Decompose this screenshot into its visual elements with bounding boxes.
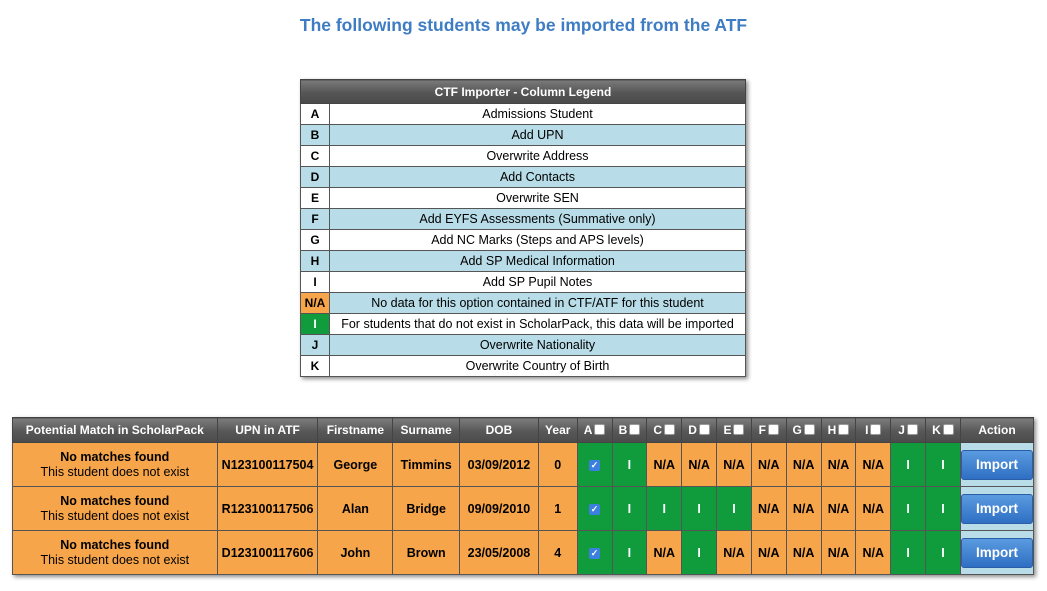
option-f-cell: N/A (751, 487, 786, 531)
col-header-f-label: F (758, 423, 766, 437)
select-all-d-checkbox[interactable] (699, 424, 710, 435)
col-header-e-label: E (723, 423, 732, 437)
col-header-j-label: J (898, 423, 905, 437)
upn-cell: D123100117606 (217, 531, 318, 575)
legend-code: C (301, 146, 330, 167)
col-header-upn: UPN in ATF (217, 418, 318, 443)
option-f-cell: N/A (751, 443, 786, 487)
option-i-cell: N/A (856, 531, 891, 575)
legend-code: K (301, 356, 330, 377)
table-row (13, 531, 1034, 575)
match-subtitle: This student does not exist (40, 508, 190, 523)
col-header-k (926, 418, 961, 443)
option-j-cell: I (891, 531, 926, 575)
action-cell (961, 487, 1034, 531)
option-h-cell: N/A (821, 487, 856, 531)
legend-row (301, 104, 746, 125)
legend-code: I (301, 272, 330, 293)
col-header-a (577, 418, 612, 443)
option-c-cell: I (647, 487, 682, 531)
column-legend-table (300, 79, 746, 377)
option-b-cell: I (612, 531, 647, 575)
year-cell: 0 (538, 443, 577, 487)
select-all-e-checkbox[interactable] (733, 424, 744, 435)
checkbox-checked-icon[interactable]: ✓ (590, 547, 599, 558)
year-cell: 4 (538, 531, 577, 575)
legend-code: G (301, 230, 330, 251)
option-k-cell: I (926, 531, 961, 575)
legend-row (301, 230, 746, 251)
option-e-cell: I (717, 487, 752, 531)
option-g-cell: N/A (786, 487, 821, 531)
match-cell (13, 443, 218, 487)
option-a-cell (577, 531, 612, 575)
col-header-e (717, 418, 752, 443)
firstname-cell: George (318, 443, 393, 487)
col-header-dob: DOB (460, 418, 539, 443)
col-header-match: Potential Match in ScholarPack (13, 418, 218, 443)
option-k-cell: I (926, 487, 961, 531)
legend-row (301, 335, 746, 356)
year-cell: 1 (538, 487, 577, 531)
match-title: No matches found (60, 493, 170, 508)
import-button[interactable]: Import (961, 538, 1033, 568)
legend-code: F (301, 209, 330, 230)
col-header-f (751, 418, 786, 443)
col-header-b (612, 418, 647, 443)
legend-row (301, 314, 746, 335)
firstname-cell: John (318, 531, 393, 575)
select-all-k-checkbox[interactable] (943, 424, 954, 435)
table-row (13, 443, 1034, 487)
legend-code: H (301, 251, 330, 272)
legend-label: Overwrite Nationality (330, 335, 746, 356)
match-title: No matches found (60, 537, 170, 552)
option-c-cell: N/A (647, 443, 682, 487)
select-all-a-checkbox[interactable] (594, 424, 605, 435)
col-header-h-label: H (827, 423, 837, 437)
col-header-i (856, 418, 891, 443)
option-b-cell: I (612, 487, 647, 531)
legend-row (301, 146, 746, 167)
action-cell (961, 531, 1034, 575)
surname-cell: Brown (393, 531, 460, 575)
legend-label: Overwrite Address (330, 146, 746, 167)
legend-row (301, 167, 746, 188)
upn-cell: N123100117504 (217, 443, 318, 487)
select-all-i-checkbox[interactable] (870, 424, 881, 435)
legend-label: Overwrite Country of Birth (330, 356, 746, 377)
option-j-cell: I (891, 487, 926, 531)
legend-row (301, 188, 746, 209)
action-cell (961, 443, 1034, 487)
option-j-cell: I (891, 443, 926, 487)
option-d-cell: I (682, 487, 717, 531)
surname-cell: Bridge (393, 487, 460, 531)
checkbox-checked-icon[interactable]: ✓ (590, 503, 599, 514)
legend-label: Admissions Student (330, 104, 746, 125)
option-h-cell: N/A (821, 443, 856, 487)
option-a-cell (577, 487, 612, 531)
select-all-b-checkbox[interactable] (629, 424, 640, 435)
legend-row (301, 209, 746, 230)
table-row (13, 487, 1034, 531)
option-a-cell (577, 443, 612, 487)
option-h-cell: N/A (821, 531, 856, 575)
table-header-row (13, 418, 1034, 443)
dob-cell: 03/09/2012 (460, 443, 539, 487)
option-e-cell: N/A (717, 443, 752, 487)
firstname-cell: Alan (318, 487, 393, 531)
match-subtitle: This student does not exist (40, 552, 190, 567)
legend-label: No data for this option contained in CTF/ATF for this student (330, 293, 746, 314)
col-header-j (891, 418, 926, 443)
option-k-cell: I (926, 443, 961, 487)
legend-label: Add Contacts (330, 167, 746, 188)
match-title: No matches found (60, 449, 170, 464)
dob-cell: 09/09/2010 (460, 487, 539, 531)
col-header-k-label: K (932, 423, 941, 437)
legend-code: E (301, 188, 330, 209)
legend-row (301, 272, 746, 293)
legend-label: Add UPN (330, 125, 746, 146)
option-b-cell: I (612, 443, 647, 487)
legend-code-import: I (301, 314, 330, 335)
select-all-g-checkbox[interactable] (804, 424, 815, 435)
col-header-i-label: I (865, 423, 869, 437)
option-c-cell: N/A (647, 531, 682, 575)
option-e-cell: N/A (717, 531, 752, 575)
option-g-cell: N/A (786, 531, 821, 575)
legend-label: Add NC Marks (Steps and APS levels) (330, 230, 746, 251)
col-header-b-label: B (618, 423, 628, 437)
upn-cell: R123100117506 (217, 487, 318, 531)
legend-row (301, 356, 746, 377)
import-button[interactable]: Import (961, 494, 1033, 524)
legend-header: CTF Importer - Column Legend (301, 80, 746, 104)
option-i-cell: N/A (856, 487, 891, 531)
select-all-f-checkbox[interactable] (768, 424, 779, 435)
checkbox-checked-icon[interactable]: ✓ (590, 459, 599, 470)
option-d-cell: N/A (682, 443, 717, 487)
select-all-c-checkbox[interactable] (664, 424, 675, 435)
legend-label: Overwrite SEN (330, 188, 746, 209)
option-i-cell: N/A (856, 443, 891, 487)
legend-code: B (301, 125, 330, 146)
select-all-h-checkbox[interactable] (838, 424, 849, 435)
legend-label: Add SP Pupil Notes (330, 272, 746, 293)
col-header-h (821, 418, 856, 443)
col-header-d-label: D (688, 423, 697, 437)
option-g-cell: N/A (786, 443, 821, 487)
legend-row (301, 125, 746, 146)
page-title: The following students may be imported from the ATF (299, 15, 748, 35)
legend-label: Add SP Medical Information (330, 251, 746, 272)
col-header-a-label: A (583, 423, 593, 437)
legend-code: A (301, 104, 330, 125)
legend-row (301, 293, 746, 314)
legend-label: For students that do not exist in ScholarPack, this data will be imported (330, 314, 746, 335)
col-header-action: Action (961, 418, 1034, 443)
col-header-firstname: Firstname (318, 418, 393, 443)
legend-row (301, 251, 746, 272)
col-header-g (786, 418, 821, 443)
dob-cell: 23/05/2008 (460, 531, 539, 575)
match-cell (13, 487, 218, 531)
select-all-j-checkbox[interactable] (907, 424, 918, 435)
option-f-cell: N/A (751, 531, 786, 575)
col-header-g-label: G (792, 423, 802, 437)
match-subtitle: This student does not exist (40, 464, 190, 479)
surname-cell: Timmins (393, 443, 460, 487)
col-header-surname: Surname (393, 418, 460, 443)
legend-code-na: N/A (301, 293, 330, 314)
col-header-year: Year (538, 418, 577, 443)
col-header-d (682, 418, 717, 443)
col-header-c-label: C (653, 423, 663, 437)
students-import-table (12, 417, 1034, 575)
legend-label: Add EYFS Assessments (Summative only) (330, 209, 746, 230)
legend-code: J (301, 335, 330, 356)
match-cell (13, 531, 218, 575)
import-button[interactable]: Import (961, 450, 1033, 480)
legend-code: D (301, 167, 330, 188)
col-header-c (647, 418, 682, 443)
option-d-cell: I (682, 531, 717, 575)
